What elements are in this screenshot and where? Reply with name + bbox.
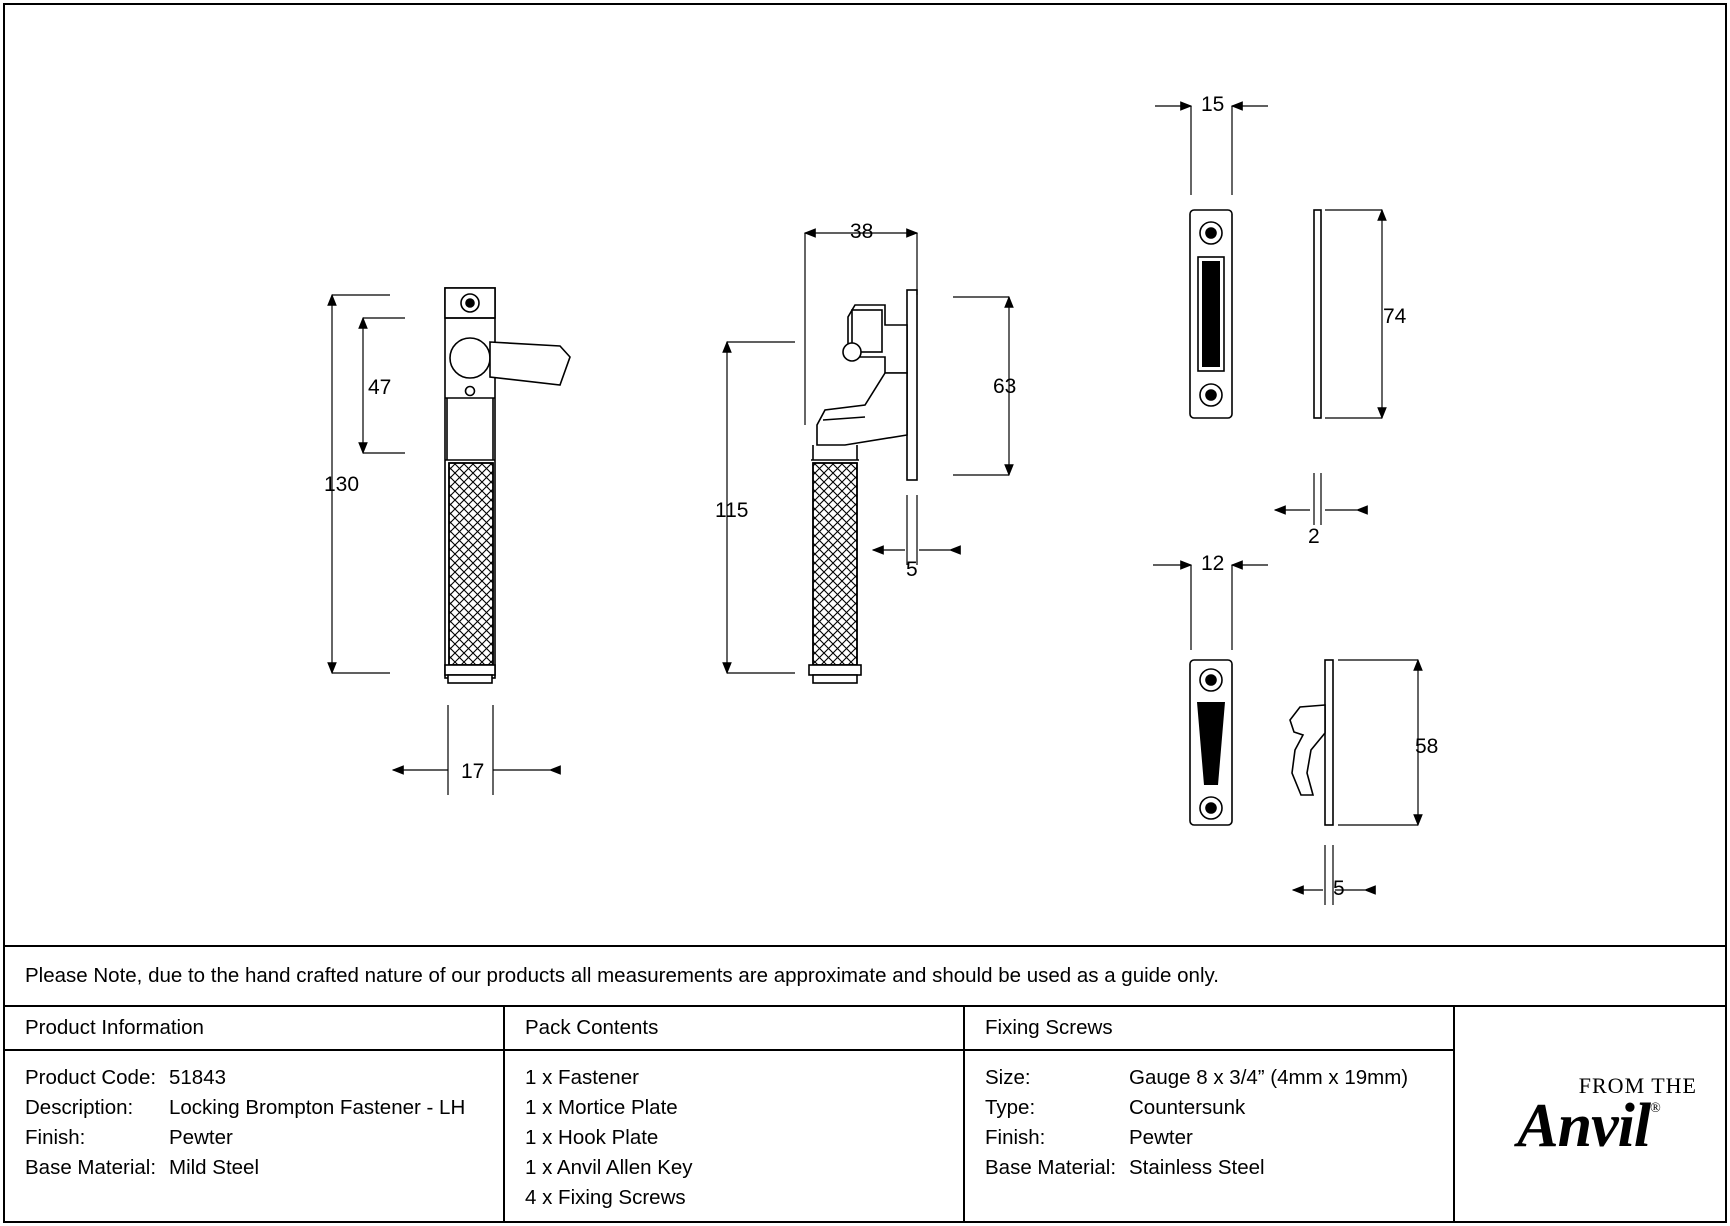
logo-anvil-text: Anvil (1517, 1092, 1651, 1160)
screw-base-material-label: Base Material: (985, 1156, 1117, 1179)
screw-size-value: Gauge 8 x 3/4” (4mm x 19mm) (1129, 1066, 1409, 1089)
anvil-logo (1455, 1007, 1723, 1223)
logo-registered-mark: ® (1650, 1101, 1661, 1116)
pack-item: 1 x Anvil Allen Key (525, 1156, 693, 1179)
dim-label-63: 63 (993, 375, 1017, 398)
dim-label-2: 2 (1308, 525, 1320, 548)
info-row (985, 1123, 1453, 1153)
info-row (985, 1063, 1453, 1093)
product-information-body (5, 1051, 503, 1183)
info-row (985, 1153, 1453, 1183)
drawing-sheet (3, 3, 1727, 1223)
note-text: Please Note, due to the hand crafted nature of our products all measurements are approximate and should be used as a guide only. (25, 964, 1219, 987)
technical-drawing (5, 5, 1725, 945)
pack-contents-heading: Pack Contents (505, 1007, 963, 1051)
dim-label-17: 17 (461, 760, 485, 783)
pack-contents-column (505, 1007, 965, 1221)
screw-finish-value: Pewter (1129, 1126, 1193, 1149)
product-information-heading: Product Information (5, 1007, 503, 1051)
product-code-label: Product Code: (25, 1066, 157, 1089)
dim-label-5-hook: 5 (1333, 877, 1345, 900)
side-view-fastener (809, 290, 917, 683)
fixing-screws-heading: Fixing Screws (965, 1007, 1453, 1051)
dim-2 (1275, 473, 1357, 525)
description-value: Locking Brompton Fastener - LH (169, 1096, 466, 1119)
hook-plate-front (1190, 660, 1232, 825)
dim-label-58: 58 (1415, 735, 1439, 758)
logo-column (1455, 1007, 1723, 1221)
drawing-svg (5, 5, 1725, 945)
base-material-label: Base Material: (25, 1156, 157, 1179)
info-row (25, 1063, 503, 1093)
dim-12 (1153, 565, 1268, 650)
description-label: Description: (25, 1096, 134, 1119)
screw-size-label: Size: (985, 1066, 1031, 1089)
info-row (985, 1093, 1453, 1123)
dim-5-hook (1293, 845, 1365, 905)
dim-label-115: 115 (715, 499, 749, 522)
dim-label-5-side: 5 (906, 558, 918, 581)
pack-item: 1 x Fastener (525, 1066, 639, 1089)
info-block (5, 1005, 1725, 1221)
pack-contents-body (505, 1051, 963, 1213)
fixing-screws-body (965, 1051, 1453, 1183)
dim-label-74: 74 (1383, 305, 1407, 328)
fixing-screws-column (965, 1007, 1455, 1221)
info-row (25, 1153, 503, 1183)
logo-wordmark-row (1517, 1092, 1661, 1160)
pack-item: 4 x Fixing Screws (525, 1186, 686, 1209)
pack-item: 1 x Hook Plate (525, 1126, 659, 1149)
pack-item: 1 x Mortice Plate (525, 1096, 678, 1119)
dim-74 (1325, 210, 1382, 418)
mortice-plate-front (1190, 210, 1232, 418)
dim-58 (1338, 660, 1418, 825)
finish-label: Finish: (25, 1126, 86, 1149)
note-bar (5, 945, 1725, 1005)
dim-label-15: 15 (1201, 93, 1225, 116)
screw-base-material-value: Stainless Steel (1129, 1156, 1265, 1179)
dim-label-38: 38 (850, 220, 874, 243)
product-information-column (5, 1007, 505, 1221)
base-material-value: Mild Steel (169, 1156, 260, 1179)
hook-plate-side (1290, 660, 1333, 825)
front-view-fastener (445, 288, 570, 683)
dim-label-12: 12 (1201, 552, 1225, 575)
dim-label-130: 130 (324, 473, 360, 496)
dim-15 (1155, 106, 1268, 195)
info-row (25, 1123, 503, 1153)
finish-value: Pewter (169, 1126, 233, 1149)
mortice-plate-side (1314, 210, 1321, 418)
dim-label-47: 47 (368, 376, 392, 399)
info-row (25, 1093, 503, 1123)
product-code-value: 51843 (169, 1066, 227, 1089)
screw-type-value: Countersunk (1129, 1096, 1246, 1119)
logo-from-the-text: FROM THE (1578, 1073, 1697, 1098)
screw-type-label: Type: (985, 1096, 1036, 1119)
screw-finish-label: Finish: (985, 1126, 1046, 1149)
dim-5-side (873, 495, 950, 565)
